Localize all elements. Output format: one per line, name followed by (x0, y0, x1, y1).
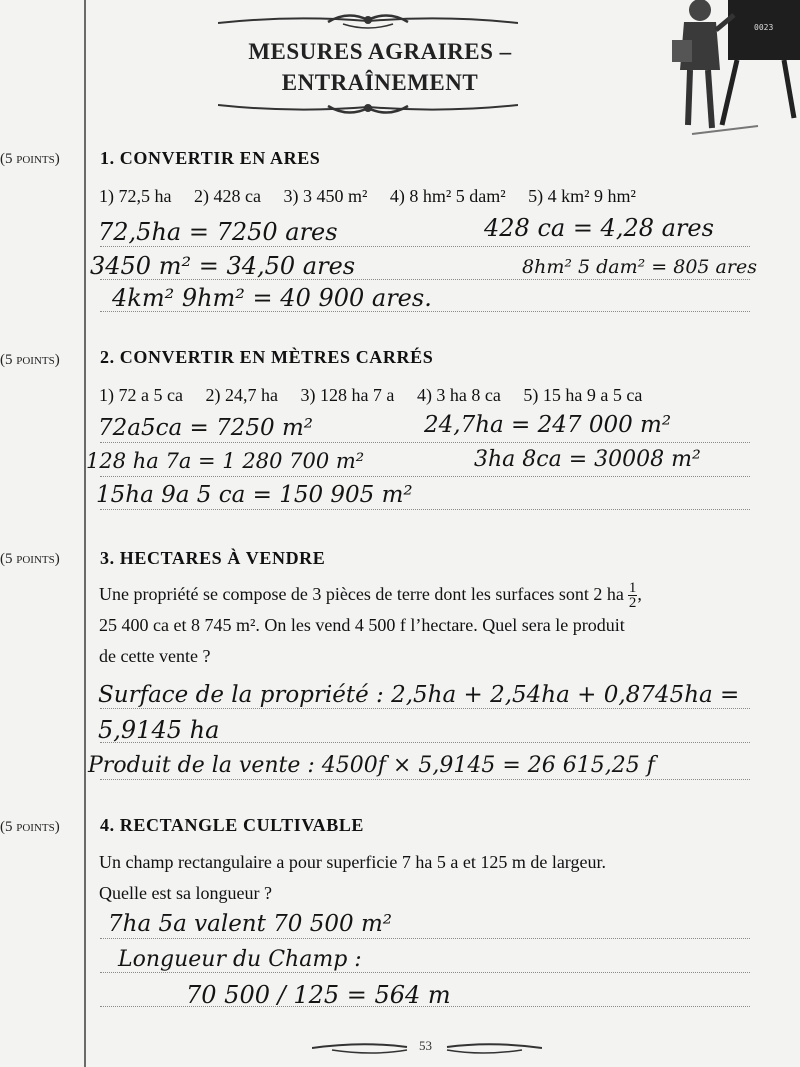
problem-4-text (99, 847, 759, 909)
schoolboy-illustration (662, 0, 800, 140)
item: 3) 128 ha 7 a (300, 385, 395, 405)
answer-line (100, 509, 750, 510)
points-label-1: (5 points) (0, 151, 60, 167)
margin-line (84, 0, 86, 1067)
item: 2) 428 ca (193, 186, 261, 206)
fraction-denominator: 2 (628, 595, 637, 612)
problem-line: Quelle est sa longueur ? (99, 883, 272, 903)
page-number: 53 (419, 1038, 432, 1053)
answer-line (100, 442, 750, 443)
handwritten-answer: Surface de la propriété : 2,5ha + 2,54ha + 0,8745ha = (98, 682, 740, 708)
handwritten-answer: 72a5ca = 7250 m² (98, 415, 313, 441)
page-title-line2: ENTRAÎNEMENT (281, 70, 479, 95)
points-label-4: (5 points) (0, 819, 60, 835)
section-1-heading: 1. CONVERTIR EN ARES (100, 148, 321, 168)
handwritten-answer: 3450 m² = 34,50 ares (90, 252, 356, 280)
points-label-2: (5 points) (0, 352, 60, 368)
handwritten-answer: 428 ca = 4,28 ares (484, 214, 714, 242)
points-label-3: (5 points) (0, 551, 60, 567)
handwritten-answer: Longueur du Champ : (118, 947, 362, 972)
problem-line-end: , (637, 584, 642, 604)
section-4-heading: 4. RECTANGLE CULTIVABLE (100, 815, 365, 835)
item: 4) 8 hm² 5 dam² (389, 186, 506, 206)
answer-line (100, 708, 750, 709)
answer-line (100, 779, 750, 780)
handwritten-answer: 8hm² 5 dam² = 805 ares (522, 256, 757, 278)
item: 4) 3 ha 8 ca (416, 385, 501, 405)
page-title (200, 36, 560, 98)
item: 1) 72 a 5 ca (99, 385, 183, 405)
item: 1) 72,5 ha (99, 186, 172, 206)
item: 3) 3 450 m² (283, 186, 368, 206)
section-2-items (99, 385, 660, 406)
handwritten-answer: 3ha 8ca = 30008 m² (474, 447, 701, 472)
section-2-heading: 2. CONVERTIR EN MÈTRES CARRÉS (100, 347, 434, 367)
problem-line-text: Une propriété se compose de 3 pièces de terre dont les surfaces sont 2 ha (99, 584, 624, 604)
page-title-line1: MESURES AGRAIRES – (248, 39, 512, 64)
handwritten-answer: 70 500 / 125 = 564 m (186, 981, 451, 1009)
svg-text:0023: 0023 (754, 23, 774, 32)
answer-line (100, 246, 750, 247)
top-ornament (218, 10, 518, 32)
handwritten-answer: 24,7ha = 247 000 m² (424, 412, 672, 438)
handwritten-answer: 15ha 9a 5 ca = 150 905 m² (96, 482, 413, 508)
item: 2) 24,7 ha (205, 385, 278, 405)
answer-line (100, 972, 750, 973)
fraction-numerator: 1 (628, 580, 637, 597)
title-ornament (218, 96, 518, 118)
problem-3-text (99, 579, 759, 672)
handwritten-answer: 5,9145 ha (98, 716, 220, 744)
handwritten-answer: Produit de la vente : 4500f × 5,9145 = 26 615,25 f (88, 753, 655, 778)
problem-line (99, 579, 759, 610)
problem-line: 25 400 ca et 8 745 m². On les vend 4 500 f l’hectare. Quel sera le produit (99, 615, 625, 636)
fraction-one-half (628, 581, 638, 610)
handwritten-answer: 72,5ha = 7250 ares (98, 218, 338, 246)
problem-line: Un champ rectangulaire a pour superficie 7 ha 5 a et 125 m de largeur. (99, 852, 606, 872)
handwritten-answer: 7ha 5a valent 70 500 m² (108, 911, 392, 937)
handwritten-answer: 128 ha 7a = 1 280 700 m² (86, 449, 365, 473)
section-1-items (99, 186, 654, 207)
handwritten-answer: 4km² 9hm² = 40 900 ares. (112, 284, 432, 312)
answer-line (100, 938, 750, 939)
section-3-heading: 3. HECTARES À VENDRE (100, 548, 326, 568)
item: 5) 15 ha 9 a 5 ca (523, 385, 643, 405)
answer-line (100, 476, 750, 477)
item: 5) 4 km² 9 hm² (528, 186, 636, 206)
problem-line: de cette vente ? (99, 646, 211, 667)
